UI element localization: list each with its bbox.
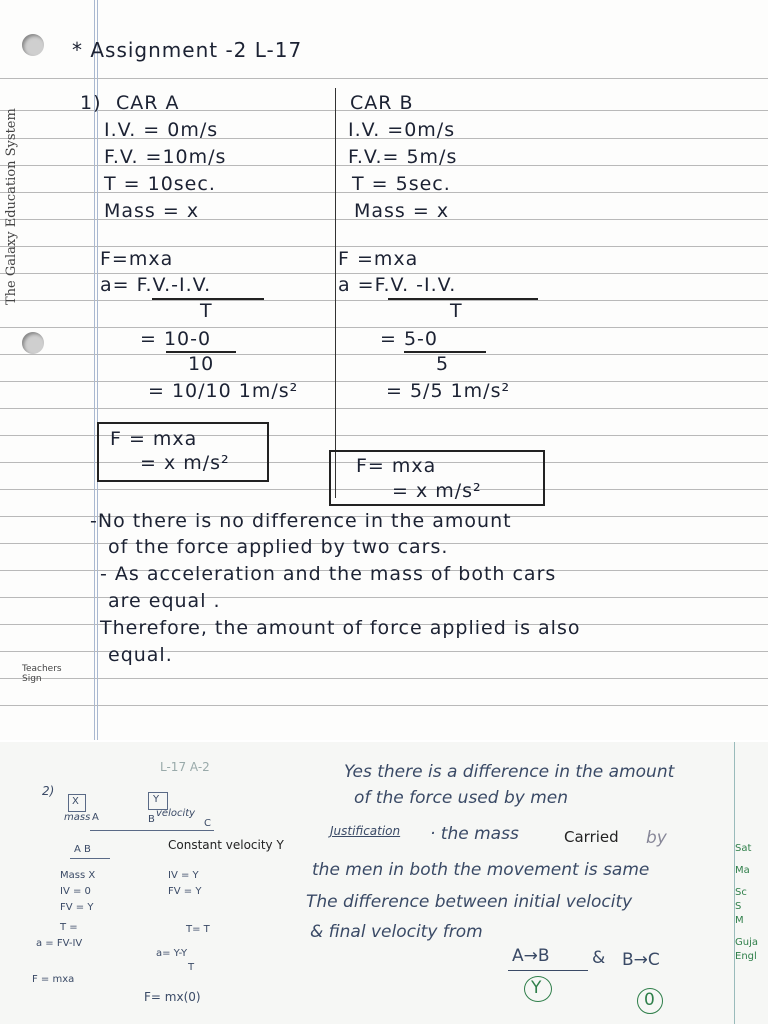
car-b-time: T = 5sec. [352, 173, 451, 195]
y-box-label: Y [153, 794, 160, 805]
mass-label: mass [64, 812, 91, 823]
conclusion-line: are equal . [108, 590, 221, 612]
mid-calc-line: FV = Y [168, 886, 202, 897]
binder-hole [22, 332, 44, 354]
conclusion-line: equal. [108, 644, 173, 666]
left-calc-line: F = mxa [32, 974, 75, 985]
answer-line: the men in both the movement is same [312, 860, 650, 880]
strip-item: S [735, 901, 742, 912]
ruled-line [0, 705, 768, 706]
car-a-fv: F.V. =10m/s [104, 146, 227, 168]
strip-item: Engl [735, 951, 757, 962]
justification-text: · the mass [430, 824, 519, 844]
question-2-number: 2) [42, 784, 55, 798]
mid-calc-line: a= Y-Y [156, 948, 188, 959]
conclusion-line: -No there is no difference in the amount [90, 510, 512, 532]
conclusion-line: Therefore, the amount of force applied is also [100, 617, 581, 639]
car-a-title: CAR A [116, 92, 180, 114]
mid-calc-line: T [188, 962, 195, 973]
car-a-force-formula: F=mxa [100, 248, 174, 270]
car-b-step-5: = 5/5 1m/s² [386, 380, 511, 402]
motion-line [90, 830, 214, 831]
answer-line: of the force used by men [354, 788, 569, 808]
ruled-line [0, 300, 768, 301]
ruled-line [0, 354, 768, 355]
car-b-force-formula: F =mxa [338, 248, 419, 270]
assignment-title: * Assignment -2 L-17 [72, 38, 303, 62]
q2-header: L-17 A-2 [160, 760, 210, 774]
left-calc-line: IV = 0 [60, 886, 91, 897]
column-divider [335, 88, 336, 498]
ampersand: & [592, 948, 606, 968]
circled-zero-text: 0 [644, 990, 655, 1010]
question-1-number: 1) [80, 92, 102, 114]
brand-vertical-text: The Galaxy Education System [4, 108, 19, 305]
mid-calc-line: T= T [186, 924, 210, 935]
ruled-line [0, 246, 768, 247]
constant-velocity-label: Constant velocity Y [168, 838, 284, 852]
left-calc-line: FV = Y [60, 902, 94, 913]
car-b-step-4: 5 [436, 353, 450, 375]
answer-line: Yes there is a difference in the amount [344, 762, 675, 782]
car-b-fv: F.V.= 5m/s [348, 146, 458, 168]
strip-item: M [735, 915, 744, 926]
car-a-accel-denominator: T [200, 300, 213, 322]
carried-word: Carried [564, 828, 619, 846]
velocity-label: velocity [156, 808, 196, 819]
x-box-label: X [72, 796, 79, 807]
car-a-result-line-2: = x m/s² [140, 452, 230, 474]
underline [508, 970, 588, 971]
mid-calc-line: IV = Y [168, 870, 199, 881]
car-a-step-3: = 10-0 [140, 328, 212, 350]
point-c-label: C [204, 818, 211, 829]
car-b-result-line-2: = x m/s² [392, 480, 482, 502]
strip-item: Sc [735, 887, 747, 898]
car-a-step-4: 10 [188, 353, 215, 375]
car-b-step-3: = 5-0 [380, 328, 438, 350]
point-b-label: B [148, 814, 155, 825]
strip-item: Guja [735, 937, 758, 948]
car-b-result-line-1: F= mxa [356, 455, 437, 477]
circled-y-text: Y [531, 978, 542, 998]
car-b-title: CAR B [350, 92, 414, 114]
b-to-c: B→C [622, 950, 660, 970]
strip-item: Sat [735, 843, 752, 854]
conclusion-line: of the force applied by two cars. [108, 536, 449, 558]
mid-calc-line: F= mx(0) [144, 990, 201, 1004]
car-b-accel-formula: a =F.V. -I.V. [338, 274, 457, 296]
by-word: by [646, 828, 667, 848]
car-a-time: T = 10sec. [104, 173, 216, 195]
ab-arrow [70, 858, 110, 859]
notebook-page-2 [0, 742, 768, 1024]
car-b-accel-denominator: T [450, 300, 463, 322]
fraction-bar [388, 298, 538, 300]
binder-hole [22, 34, 44, 56]
subject-strip [734, 742, 768, 1024]
answer-line: & final velocity from [310, 922, 483, 942]
car-a-step-5: = 10/10 1m/s² [148, 380, 299, 402]
ab-label: A B [74, 844, 91, 855]
car-a-mass: Mass = x [104, 200, 200, 222]
car-b-iv: I.V. =0m/s [348, 119, 456, 141]
point-a-label: A [92, 812, 99, 823]
ruled-line [0, 381, 768, 382]
strip-item: Ma [735, 865, 750, 876]
left-calc-line: T = [60, 922, 78, 933]
answer-line: The difference between initial velocity [306, 892, 633, 912]
justification-label: Justification [330, 824, 401, 838]
car-b-mass: Mass = x [354, 200, 450, 222]
a-to-b: A→B [512, 946, 550, 966]
car-a-iv: I.V. = 0m/s [104, 119, 219, 141]
teachers-sign-label: Teachers Sign [22, 664, 62, 684]
ruled-line [0, 408, 768, 409]
ruled-line [0, 678, 768, 679]
conclusion-line: - As acceleration and the mass of both cars [100, 563, 557, 585]
car-a-accel-formula: a= F.V.-I.V. [100, 274, 212, 296]
car-a-result-line-1: F = mxa [110, 428, 198, 450]
left-calc-line: Mass X [60, 870, 96, 881]
left-calc-line: a = FV-IV [36, 938, 83, 949]
ruled-line [0, 78, 768, 79]
